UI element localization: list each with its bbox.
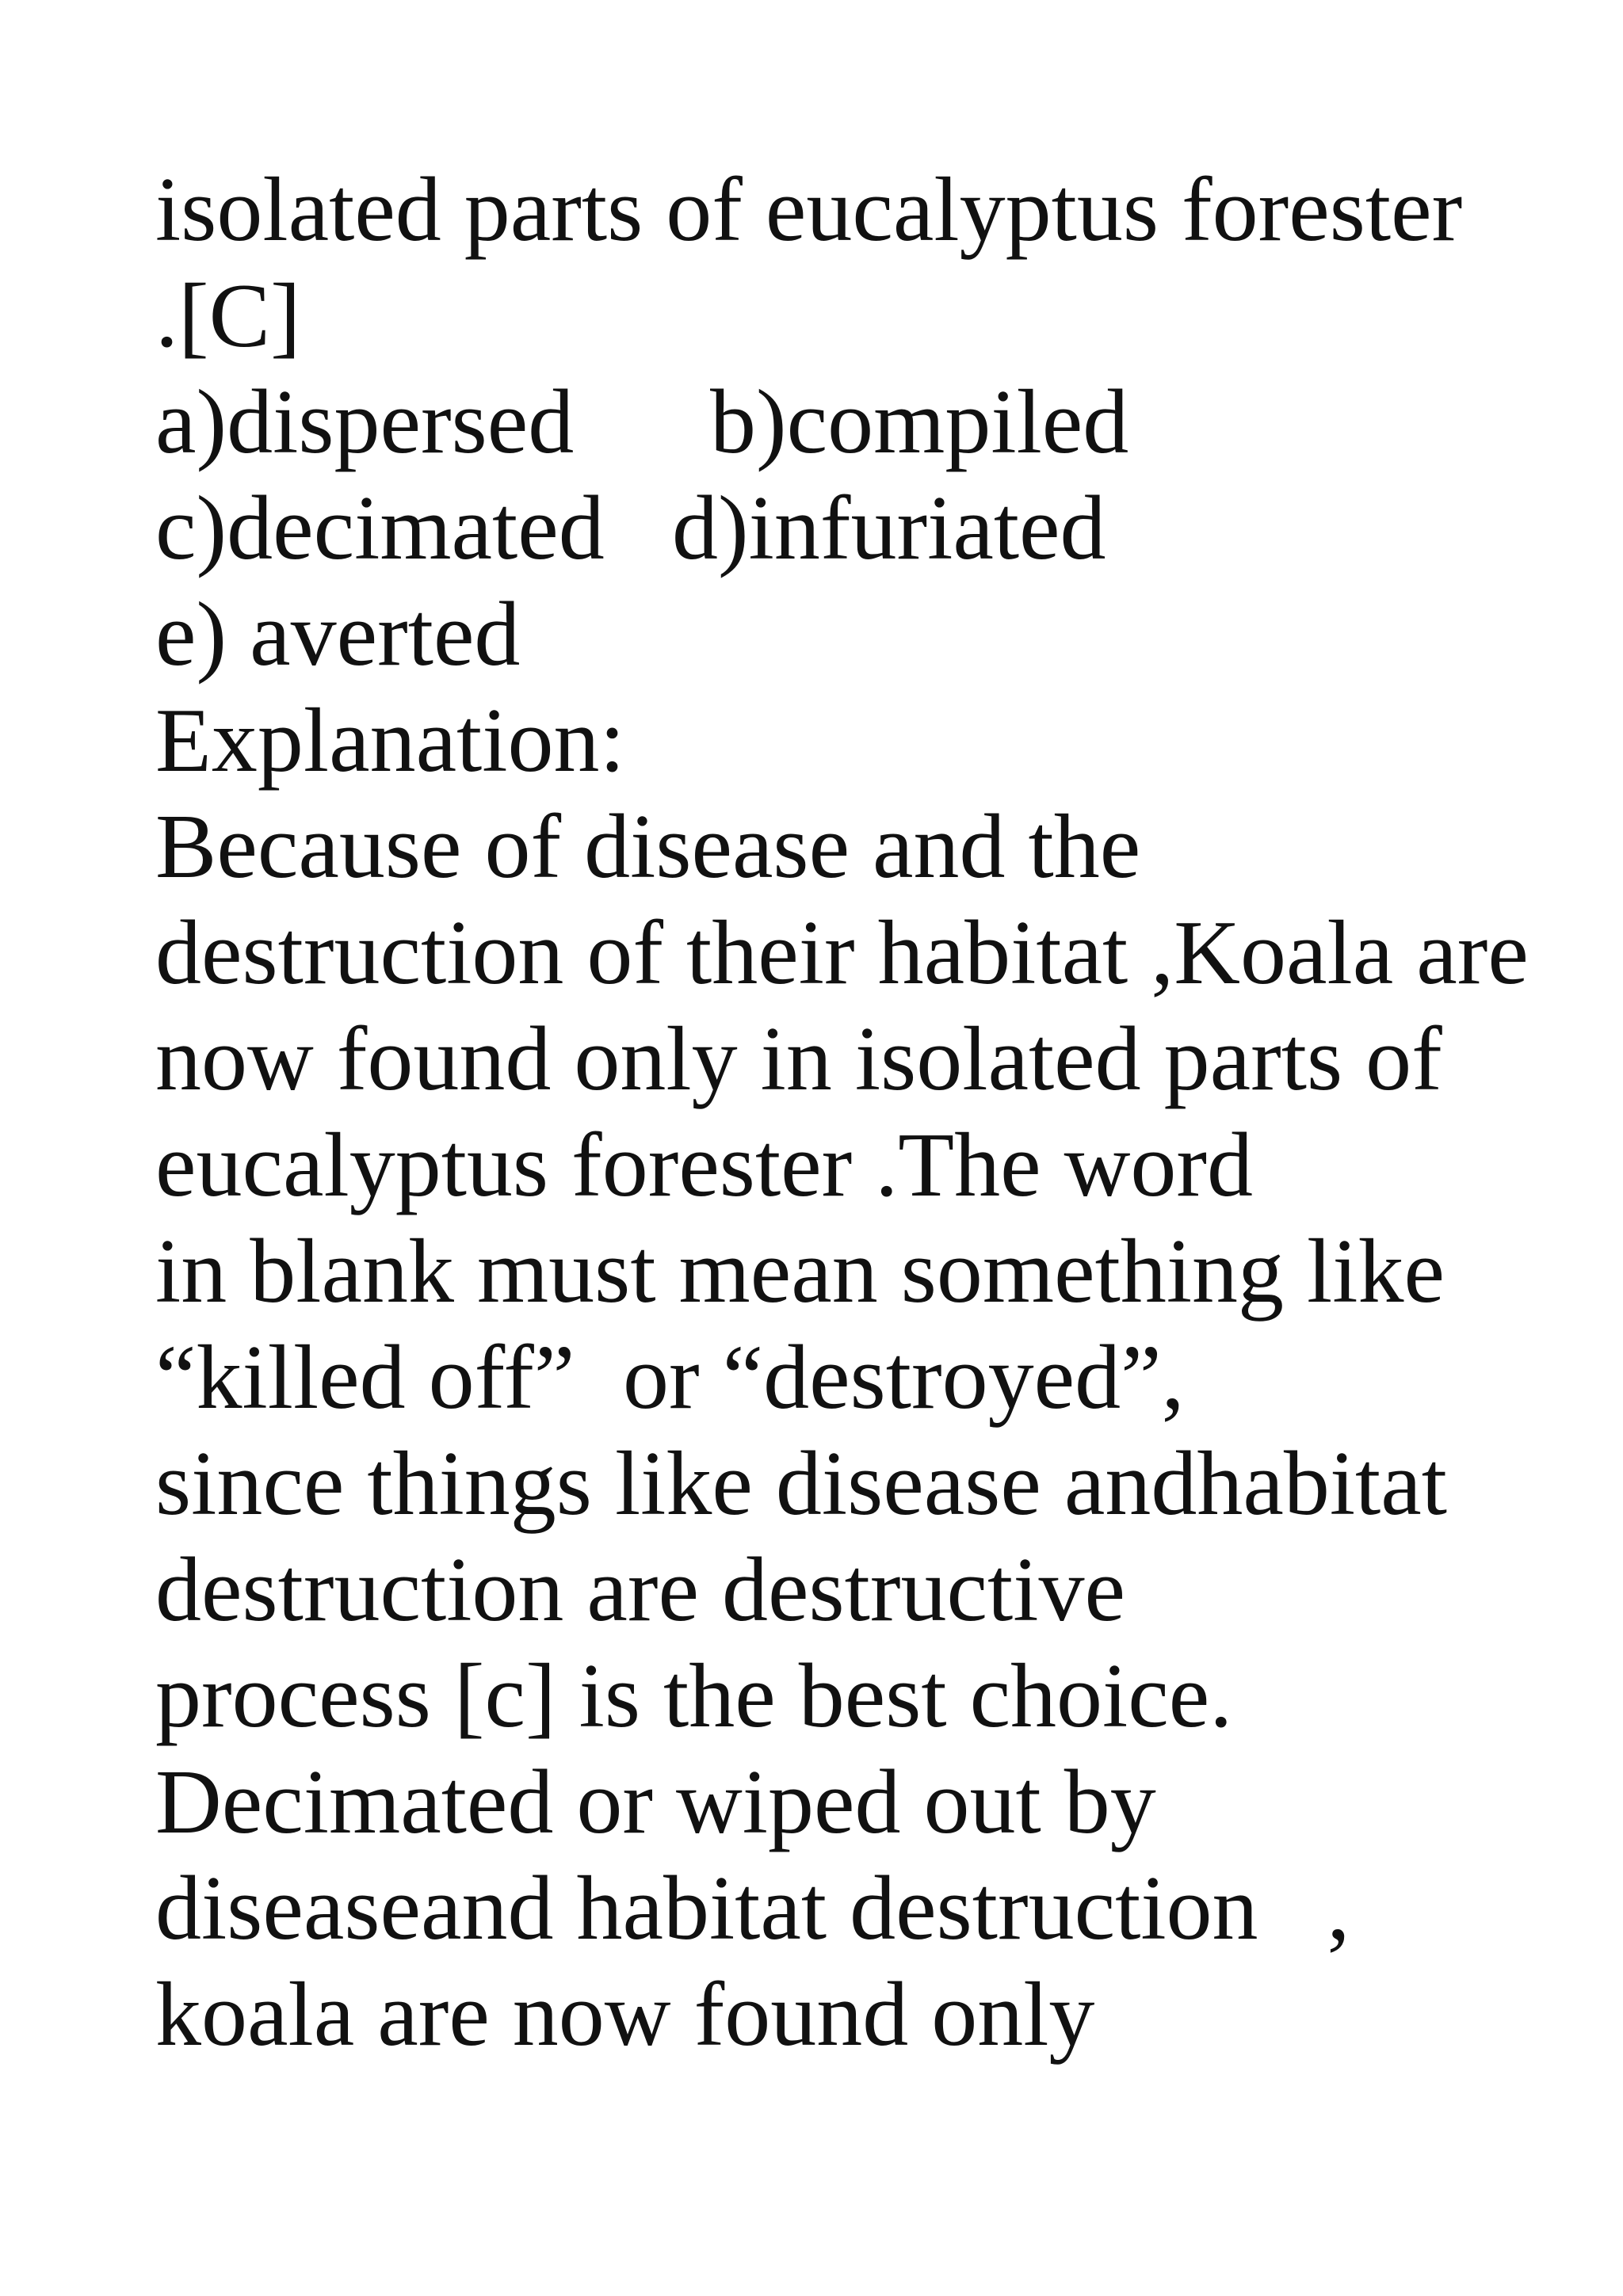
- option-b: b)compiled: [710, 372, 1129, 473]
- option-e: e) averted: [155, 584, 521, 685]
- quoted-phrase-killed-off: “killed off”: [155, 1327, 575, 1428]
- question-stem-line-2: .[C]: [155, 265, 301, 367]
- explanation-line: diseaseand habitat destruction ,: [155, 1858, 1350, 1959]
- explanation-line: koala are now found only: [155, 1964, 1095, 2065]
- option-a: a)dispersed: [155, 372, 575, 473]
- quoted-phrase-destroyed: or “destroyed”,: [623, 1327, 1185, 1428]
- options-row-cd: [155, 475, 1582, 582]
- options-row-ab: [155, 369, 1582, 475]
- explanation-line: now found only in isolated parts of: [155, 1009, 1442, 1110]
- explanation-line: in blank must mean something like: [155, 1221, 1445, 1322]
- explanation-line: destruction are destructive: [155, 1539, 1125, 1641]
- explanation-line: destruction of their habitat ,Koala are: [155, 902, 1529, 1004]
- explanation-heading: Explanation:: [155, 690, 625, 791]
- option-d: d)infuriated: [672, 478, 1106, 579]
- explanation-line: process [c] is the best choice.: [155, 1646, 1233, 1747]
- text-block: [155, 157, 1582, 2068]
- explanation-line: Decimated or wiped out by: [155, 1752, 1156, 1853]
- explanation-line: eucalyptus forester .The word: [155, 1115, 1254, 1216]
- question-stem-line-1: isolated parts of eucalyptus forester: [155, 159, 1463, 261]
- quoted-phrases-row: [155, 1325, 1582, 1431]
- explanation-line: Because of disease and the: [155, 796, 1141, 898]
- option-c: c)decimated: [155, 478, 605, 579]
- explanation-line: since things like disease andhabitat: [155, 1433, 1448, 1535]
